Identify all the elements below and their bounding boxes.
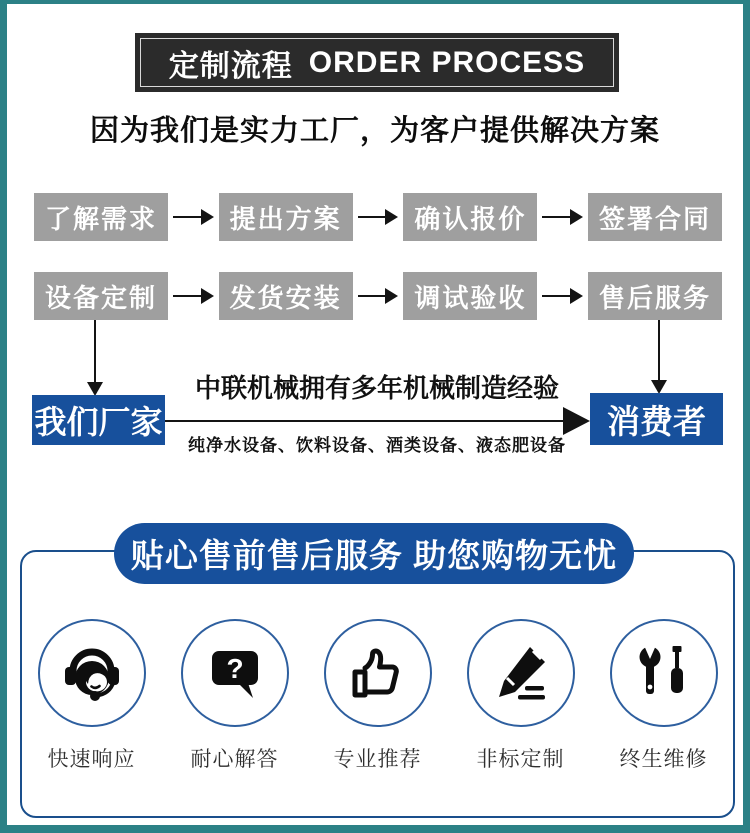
question-bubble-icon	[203, 641, 267, 705]
factory-box: 我们厂家	[32, 395, 165, 445]
arrow-right-icon	[168, 209, 219, 225]
connector-line-right	[658, 320, 660, 380]
factory-tagline: 因为我们是实力工厂，为客户提供解决方案	[89, 115, 660, 147]
factory-consumer-arrow-line	[165, 420, 567, 422]
experience-subtitle: 纯净水设备、饮料设备、酒类设备、液态肥设备	[188, 436, 566, 455]
svg-text:?: ?	[225, 653, 244, 684]
service-circle	[467, 619, 575, 727]
pencil-icon	[489, 641, 553, 705]
service-item-patient-answer	[163, 619, 306, 773]
banner-title-en: ORDER PROCESS	[308, 45, 586, 79]
flow-step-customize: 设备定制	[34, 272, 168, 320]
flow-step-quote: 确认报价	[403, 193, 537, 241]
arrow-right-icon	[353, 209, 404, 225]
connector-line-left	[94, 320, 96, 382]
service-items-row	[20, 619, 735, 773]
service-circle	[181, 619, 289, 727]
banner-title-zh: 定制流程	[168, 49, 293, 83]
service-circle	[610, 619, 718, 727]
flow-step-after-sales: 售后服务	[588, 272, 722, 320]
flow-step-contract: 签署合同	[588, 193, 722, 241]
arrow-right-icon	[537, 209, 588, 225]
thumbs-up-icon	[346, 641, 410, 705]
service-item-label: 终生维修	[619, 748, 708, 771]
service-item-label: 非标定制	[476, 748, 565, 771]
flow-step-ship-install: 发货安装	[219, 272, 353, 320]
service-item-label: 专业推荐	[333, 748, 422, 771]
arrow-down-icon	[87, 382, 103, 396]
service-circle	[38, 619, 146, 727]
arrow-right-icon	[537, 288, 588, 304]
service-item-label: 耐心解答	[190, 748, 279, 771]
page-canvas	[7, 4, 743, 825]
service-circle	[324, 619, 432, 727]
experience-title: 中联机械拥有多年机械制造经验	[194, 373, 559, 403]
arrow-right-icon	[168, 288, 219, 304]
arrow-down-icon	[651, 380, 667, 394]
service-item-lifetime-repair	[592, 619, 735, 773]
flow-row-1	[34, 193, 722, 241]
flow-step-proposal: 提出方案	[219, 193, 353, 241]
headset-icon	[60, 641, 124, 705]
service-item-pro-recommend	[306, 619, 449, 773]
section-title-banner	[135, 33, 619, 92]
arrow-right-icon	[353, 288, 404, 304]
tools-icon	[632, 641, 696, 705]
service-item-fast-response	[20, 619, 163, 773]
service-item-custom-design	[449, 619, 592, 773]
flow-step-debug-accept: 调试验收	[403, 272, 537, 320]
service-header-pill: 贴心售前售后服务 助您购物无忧	[114, 523, 634, 584]
consumer-box: 消费者	[590, 393, 723, 445]
service-item-label: 快速响应	[47, 748, 136, 771]
flow-step-understand: 了解需求	[34, 193, 168, 241]
flow-row-2	[34, 272, 722, 320]
